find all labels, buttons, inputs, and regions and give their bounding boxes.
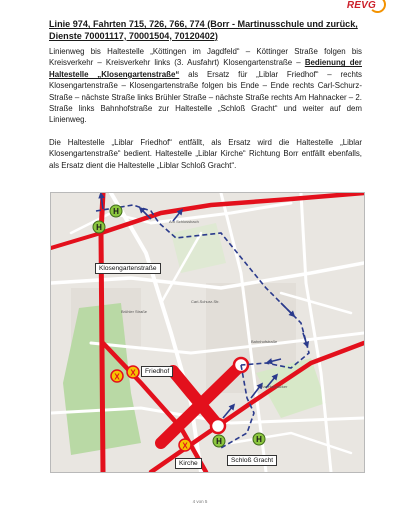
bus-stop-schloss-gracht-a xyxy=(213,435,225,447)
svg-text:Carl-Schurz-Str.: Carl-Schurz-Str. xyxy=(191,299,220,304)
stop-label-kirche: Kirche xyxy=(175,458,202,469)
page-number: 4 von 5 xyxy=(192,499,208,504)
stop-label-schloss-gracht: Schloß Gracht xyxy=(227,455,277,466)
route-description-part1: Linienweg bis Haltestelle „Köttingen im Jagdfeld“ – Köttinger Straße folgen bis Kreisverkehr – Kreisverkehr links (3. Ausfahrt) Klosengartenstraße – xyxy=(49,47,362,68)
stop-label-friedhof: Friedhof xyxy=(141,366,173,377)
route-description-highlight: Bedienung der Haltestelle „Klosengartenstraße“ xyxy=(49,58,362,79)
detour-map xyxy=(50,192,365,473)
bus-stop-schloss-gracht-b xyxy=(253,433,265,445)
svg-text:X: X xyxy=(182,441,188,451)
bus-stop-klosengarten-b xyxy=(93,221,105,233)
svg-text:H: H xyxy=(256,435,262,444)
svg-text:Brühler Straße: Brühler Straße xyxy=(121,309,148,314)
svg-text:X: X xyxy=(114,372,120,382)
cancelled-stop-friedhof-b xyxy=(127,366,139,378)
revg-logo xyxy=(336,0,386,16)
stop-label-klosengartenstrasse: Klosengartenstraße xyxy=(95,263,161,274)
svg-text:Am Hahnacker: Am Hahnacker xyxy=(261,384,288,389)
route-description-part2: als Ersatz für „Liblar Friedhof“ – rechts Klosengartenstraße – Klosengartenstraße folgen bis Ende – Ende rechts Carl-Schurz-Straße – nächste Straße links Brühler Straße – nächste Straße rechts Am Hahnacker – 2. Straße links Bahnhofstraße zur Haltestelle „Schloß Gracht“ und weiter auf dem Linienweg. xyxy=(49,69,362,125)
svg-text:Am Schlossbach: Am Schlossbach xyxy=(169,219,199,224)
svg-text:H: H xyxy=(216,437,222,446)
page-title: Linie 974, Fahrten 715, 726, 766, 774 (Borr - Martinusschule und zurück, Dienste 70001117, 70001504, 70120402) xyxy=(49,19,358,41)
map-canvas xyxy=(51,193,364,472)
logo-arc-icon xyxy=(369,0,386,13)
route-description xyxy=(49,46,362,126)
stop-changes-note: Die Haltestelle „Liblar Friedhof“ entfällt, als Ersatz wird die Haltestelle „Liblar Klosengartenstraße“ bedient. Haltestelle „Liblar Kirche“ Richtung Borr entfällt ebenfalls, als Ersatz dient die Haltestelle „Liblar Schloß Gracht“. xyxy=(49,138,362,170)
cancelled-stop-friedhof-a xyxy=(111,370,123,382)
svg-text:X: X xyxy=(130,368,136,378)
svg-text:H: H xyxy=(113,207,119,216)
logo-wordmark: REVG xyxy=(346,0,376,11)
svg-text:H: H xyxy=(96,223,102,232)
bus-stop-klosengarten-a xyxy=(110,205,122,217)
closure-point xyxy=(211,419,225,433)
svg-text:Bahnhofstraße: Bahnhofstraße xyxy=(251,339,278,344)
cancelled-stop-kirche xyxy=(179,439,191,451)
